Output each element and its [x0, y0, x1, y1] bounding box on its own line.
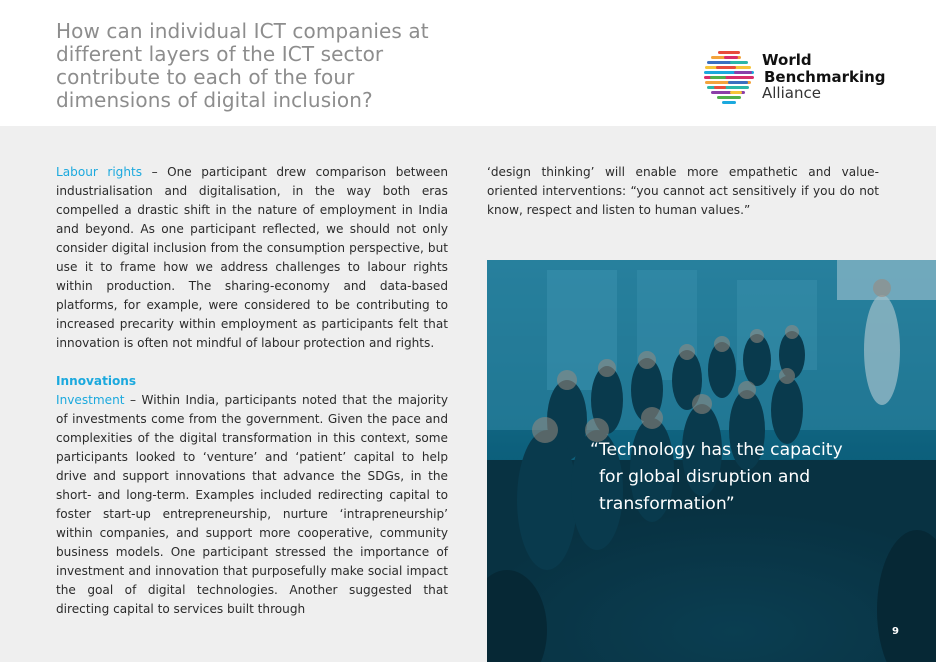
- left-column: [56, 163, 448, 619]
- page-header: [0, 0, 936, 126]
- logo-line-world: World: [762, 51, 812, 69]
- page-title: How can individual ICT companies at different layers of the ICT sector contribute to each of the four dimensions of digital inclusion?: [56, 19, 429, 112]
- labour-rights-label: Labour rights: [56, 165, 143, 179]
- pull-quote: [590, 437, 870, 518]
- logo-line-benchmarking: Benchmarking: [764, 67, 886, 86]
- quote-line-3: transformation”: [599, 494, 735, 514]
- quote-line-1: “Technology has the capacity: [590, 440, 843, 460]
- logo-stripes-icon: [704, 50, 756, 104]
- quote-line-2: for global disruption and: [599, 467, 811, 487]
- design-thinking-paragraph: ‘design thinking’ will enable more empathetic and value-oriented interventions: “you cannot act sensitively if you do not know, respect and listen to human values.”: [487, 165, 879, 217]
- labour-rights-text: – One participant drew comparison between industrialisation and digitalisation, in the way both eras compelled a drastic shift in the nature of employment in India and beyond. As one participant reflected, we should not only consider digital inclusion from the consumption perspective, but use it to frame how we address challenges to labour rights within production. The sharing-economy and data-based platforms, for example, were considered to be contributing to increased precarity within employment as participants felt that innovation is often not mindful of labour protection and rights.: [56, 165, 448, 350]
- innovations-heading: Innovations: [56, 374, 137, 388]
- labour-rights-paragraph: [56, 163, 448, 353]
- logo-wordmark: [762, 52, 886, 102]
- right-column: [487, 163, 879, 220]
- investment-paragraph: [56, 391, 448, 619]
- investment-label: Investment: [56, 393, 125, 407]
- investment-text: – Within India, participants noted that the majority of investments come from the government. Given the pace and complexities of the digital transformation in this context, some participants looked to ‘venture’ and ‘patient’ capital to help drive and support innovations that advance the SDGs, in the short- and long-term. Examples included redirecting capital to foster start-up entrepreneurship, nurture ‘intrapreneurship’ within companies, and support more cooperative, community business models. One participant stressed the importance of investment and innovation that purposefully make social impact the goal of digital technologies. Another suggested that directing capital to services built through: [56, 393, 448, 616]
- logo-line-alliance: Alliance: [762, 84, 821, 102]
- page-number: 9: [892, 626, 899, 637]
- world-benchmarking-alliance-logo: [704, 50, 904, 106]
